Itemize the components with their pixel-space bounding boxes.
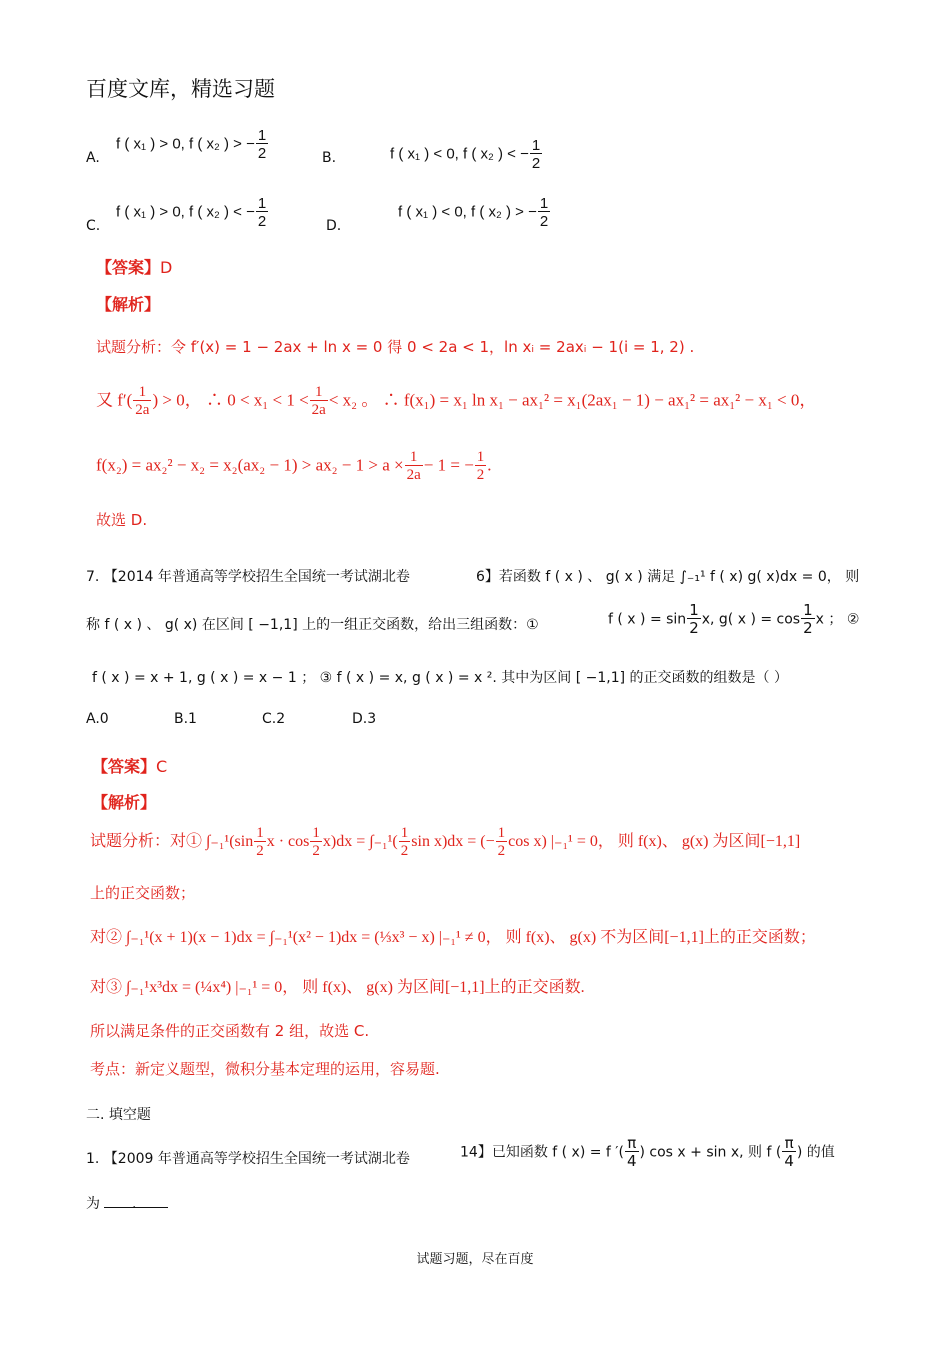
option-d-label: D. — [326, 218, 342, 234]
analysis-conclusion-q6: 故选 D. — [96, 511, 148, 529]
analysis-q7-line-2: 对② ∫₋₁¹(x + 1)(x − 1)dx = ∫₋₁¹(x² − 1)dx = (⅓x³ − x) |₋₁¹ ≠ 0， 则 f(x)、 g(x) 不为区间[−1,1]上的正交函数； — [90, 929, 816, 946]
option-a-fraction: $\frac{1}{2}$ — [257, 127, 267, 162]
page-footer: 试题习题，尽在百度 — [416, 1252, 534, 1267]
option-d-text: f ( x₁ ) < 0, f ( x₂ ) > − — [398, 203, 537, 221]
option-c-label: C. — [86, 218, 101, 234]
option-b-fraction: $\frac{1}{2}$ — [531, 137, 541, 172]
option-a-text: f ( x₁ ) > 0, f ( x₂ ) > − — [116, 135, 255, 153]
choice-a: A.0 — [86, 711, 109, 727]
analysis-tag-q7: 【解析】 — [92, 793, 157, 812]
question-7-line-1a: 7. 【2014 年普通高等学校招生全国统一考试湖北卷 — [86, 569, 410, 585]
page-header: 百度文库，精选习题 — [86, 77, 275, 101]
analysis-line-3: f(x₂) = ax₂² − x₂ = x₂(ax₂ − 1) > ax₂ − 1 > a × $\frac{1}{2a}$ − 1 = − $\frac{1}{2}$ . — [96, 449, 492, 483]
option-d-fraction: $\frac{1}{2}$ — [539, 195, 549, 230]
option-c-text: f ( x₁ ) > 0, f ( x₂ ) < − — [116, 203, 255, 221]
section-title-fill-in: 二. 填空题 — [86, 1107, 151, 1123]
analysis-line-2: 又 f′( $\frac{1}{2a}$ ) > 0， ∴ 0 < x₁ < 1 < $\frac{1}{2a}$ < x₂ 。 ∴ f(x₁) = x₁ ln x₁ − ax₁² = x₁(2ax₁ − 1) − ax₁² = ax₁² − x₁ < 0， — [96, 384, 817, 418]
option-c — [116, 196, 269, 229]
analysis-tag-q6: 【解析】 — [96, 295, 161, 314]
option-d — [398, 196, 551, 229]
question-7-line-3: f ( x ) = x + 1, g ( x ) = x − 1 ； ③ f ( x ) = x, g ( x ) = x ². 其中为区间 [ −1,1] 的正交函数的组数是（ ） — [92, 670, 788, 686]
question-7-line-1b: 6】若函数 f ( x ) 、 g( x ) 满足 ∫₋₁¹ f ( x) g( x)dx = 0， 则 — [476, 569, 860, 585]
choice-b: B.1 — [174, 711, 197, 727]
fill-question-1c: 为 . — [86, 1193, 136, 1213]
option-a-label: A. — [86, 150, 100, 166]
option-b — [390, 138, 543, 171]
fill-question-1b: 14】已知函数 f ( x) = f ′( $\frac{\pi}{4}$ ) cos x + sin x, 则 f ( $\frac{\pi}{4}$ ) 的值 — [460, 1134, 835, 1170]
answer-tag-q6: 【答案】D — [96, 258, 173, 277]
analysis-q7-line-5: 考点：新定义题型，微积分基本定理的运用，容易题. — [90, 1060, 440, 1078]
option-b-label: B. — [322, 150, 337, 166]
analysis-line-1: 试题分析：令 f′(x) = 1 − 2ax + ln x = 0 得 0 < 2a < 1，ln xᵢ = 2axᵢ − 1(i = 1, 2) . — [96, 338, 695, 356]
analysis-q7-line-4: 所以满足条件的正交函数有 2 组，故选 C. — [90, 1022, 370, 1040]
option-b-text: f ( x₁ ) < 0, f ( x₂ ) < − — [390, 145, 529, 163]
option-a — [116, 128, 269, 161]
question-7-line-2: 称 f ( x ) 、 g( x) 在区间 [ −1,1] 上的一组正交函数，给出三组函数：① — [86, 617, 539, 633]
analysis-q7-line-1b: 上的正交函数； — [90, 884, 196, 902]
analysis-q7-line-3: 对③ ∫₋₁¹x³dx = (¼x⁴) |₋₁¹ = 0， 则 f(x)、 g(x) 为区间[−1,1]上的正交函数. — [90, 979, 585, 996]
answer-tag-q7: 【答案】C — [92, 757, 168, 776]
option-c-fraction: $\frac{1}{2}$ — [257, 195, 267, 230]
choice-c: C.2 — [262, 711, 286, 727]
answer-blank[interactable] — [104, 1207, 168, 1208]
analysis-q7-line-1: 试题分析：对① ∫₋₁¹(sin $\frac{1}{2}$ x · cos $\frac{1}{2}$ x)dx = ∫₋₁¹( $\frac{1}{2}$ sin x)dx = (− $\frac{1}{2}$ cos x) |₋₁¹ = 0， 则 f(x)、 g(x) 为区间[−1,1] — [90, 825, 801, 859]
fill-question-1a: 1. 【2009 年普通高等学校招生全国统一考试湖北卷 — [86, 1151, 410, 1167]
choice-d: D.3 — [352, 711, 377, 727]
question-7-line-2-functions: f ( x ) = sin $\frac{1}{2}$ x, g( x ) = cos $\frac{1}{2}$ x ； ② — [608, 601, 860, 637]
